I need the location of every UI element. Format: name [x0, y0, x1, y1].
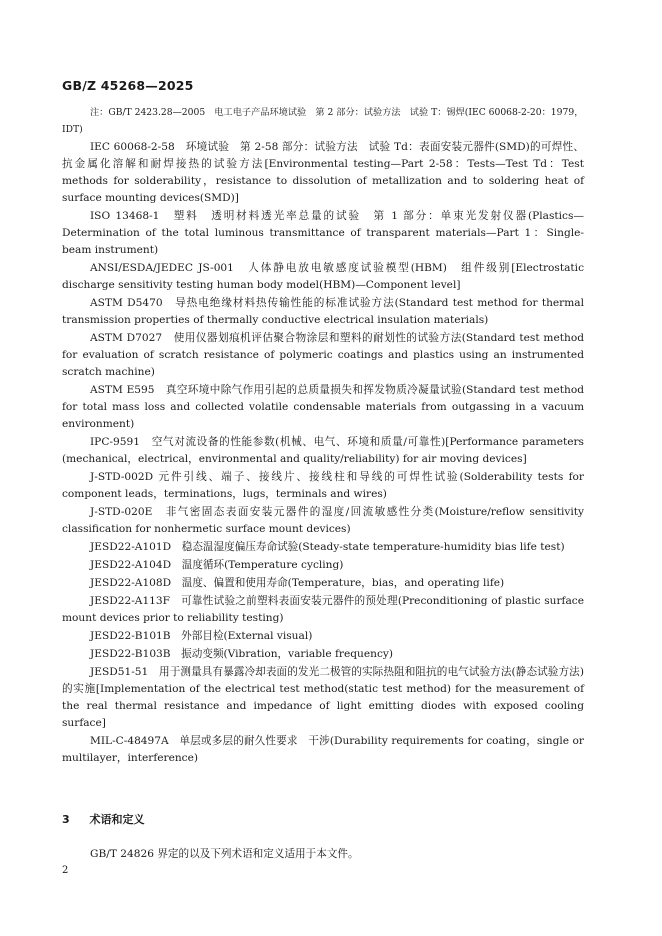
reference-item: J-STD-020E 非气密固态表面安装元器件的湿度/回流敏感性分类(Moisture/reflow sensitivity classification for nonhermetic surface mount devices) [62, 506, 584, 535]
reference-item: JESD22-A104D 温度循环(Temperature cycling) [90, 559, 344, 571]
reference-item: JESD22-B101B 外部目检(External visual) [90, 630, 313, 642]
reference-item: JESD22-A113F 可靠性试验之前塑料表面安装元器件的预处理(Preconditioning of plastic surface mount devices prior to reliability testing) [62, 595, 584, 624]
section-number: 3 [62, 813, 70, 826]
reference-item: MIL-C-48497A 单层或多层的耐久性要求 干涉(Durability requirements for coating，single or multilayer，interference) [62, 735, 584, 764]
page-number: 2 [62, 865, 69, 876]
section-heading [62, 811, 145, 827]
standard-id-header: GB/Z 45268—2025 [62, 78, 194, 93]
reference-item: ASTM E595 真空环境中除气作用引起的总质量损失和挥发物质冷凝量试验(Standard test method for total mass loss and collected volatile condensable materials from outgassing in a vacuum environment) [62, 384, 584, 430]
reference-item: JESD22-A108D 温度、偏置和使用寿命(Temperature，bias，and operating life) [90, 577, 505, 589]
reference-note: 注：GB/T 2423.28—2005 电工电子产品环境试验 第 2 部分：试验方法 试验 T：锡焊(IEC 60068-2-20：1979，IDT) [62, 107, 584, 135]
reference-item: ASTM D7027 使用仪器划痕机评估聚合物涂层和塑料的耐划性的试验方法(Standard test method for evaluation of scratch resistance of polymeric coatings and plastics using an instrumented scratch machine) [62, 332, 584, 378]
section-title: 术语和定义 [89, 813, 145, 826]
reference-item: ASTM D5470 导热电绝缘材料热传输性能的标准试验方法(Standard test method for thermal transmission properties of thermally conductive electrical insulation materials) [62, 297, 584, 326]
reference-item: ANSI/ESDA/JEDEC JS-001 人体静电放电敏感度试验模型(HBM) 组件级别[Electrostatic discharge sensitivity testing human body model(HBM)—Component level] [62, 262, 584, 291]
reference-item: IPC-9591 空气对流设备的性能参数(机械、电气、环境和质量/可靠性)[Performance parameters (mechanical，electrical，environmental and quality/reliability) for air moving devices] [62, 436, 584, 465]
reference-item: JESD51-51 用于测量具有暴露冷却表面的发光二极管的实际热阻和阻抗的电气试验方法(静态试验方法)的实施[Implementation of the electrical test method(static test method) for the measurement of the real thermal resistance and impedance of light emitting diodes with exposed cooling surface] [62, 666, 584, 729]
reference-item: JESD22-A101D 稳态温湿度偏压寿命试验(Steady-state temperature-humidity bias life test) [90, 541, 565, 553]
reference-item: JESD22-B103B 振动变频(Vibration，variable frequency) [90, 648, 394, 660]
reference-item: ISO 13468-1 塑料 透明材料透光率总量的试验 第 1 部分：单束光发射仪器(Plastics—Determination of the total luminous transmittance of transparent materials—Part 1：Single-beam instrument) [62, 210, 584, 256]
normative-references-list [62, 104, 584, 768]
section-paragraph: GB/T 24826 界定的以及下列术语和定义适用于本文件。 [90, 848, 359, 860]
reference-item: J-STD-002D 元件引线、端子、接线片、接线柱和导线的可焊性试验(Solderability tests for component leads，terminations，lugs，terminals and wires) [62, 471, 584, 500]
reference-item: IEC 60068-2-58 环境试验 第 2-58 部分：试验方法 试验 Td：表面安装元器件(SMD)的可焊性、抗金属化溶解和耐焊接热的试验方法[Environmental testing—Part 2-58：Tests—Test Td：Test methods for solderability，resistance to dissolution of metallization and to soldering heat of surface mounting devices(SMD)] [62, 141, 584, 204]
